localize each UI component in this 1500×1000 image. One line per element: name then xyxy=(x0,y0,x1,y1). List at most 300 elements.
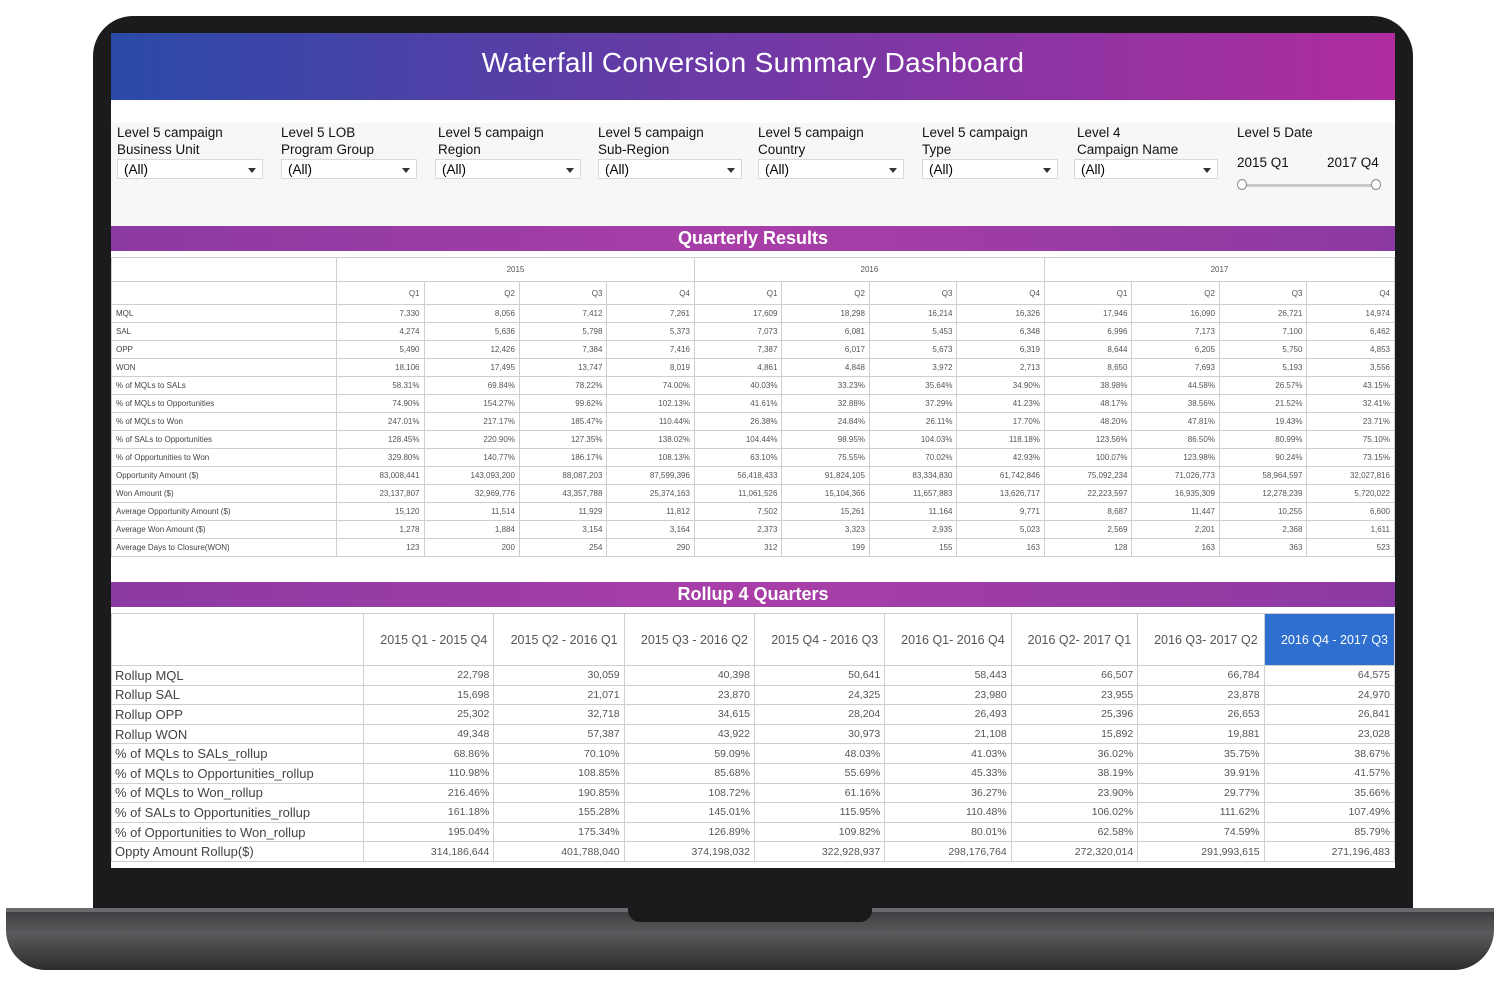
table-cell: 33.23% xyxy=(782,377,870,395)
table-cell: 23.71% xyxy=(1307,413,1395,431)
table-cell: 38.19% xyxy=(1011,763,1137,783)
table-cell: 34.90% xyxy=(957,377,1045,395)
table-cell: 8,019 xyxy=(607,359,695,377)
table-cell: 23,878 xyxy=(1138,685,1264,705)
table-cell: 155 xyxy=(869,539,957,557)
table-cell: 26.11% xyxy=(869,413,957,431)
row-label: % of MQLs to Won_rollup xyxy=(112,783,364,803)
table-cell: 123 xyxy=(337,539,425,557)
table-cell: 138.02% xyxy=(607,431,695,449)
dropdown-arrow-icon xyxy=(248,168,256,173)
table-cell: 16,326 xyxy=(957,305,1045,323)
table-cell: 2,368 xyxy=(1219,521,1307,539)
table-row xyxy=(112,783,1395,803)
table-cell: 10,255 xyxy=(1219,503,1307,521)
table-cell: 118.18% xyxy=(957,431,1045,449)
table-cell: 58,964,597 xyxy=(1219,467,1307,485)
quarter-header: Q4 xyxy=(1307,282,1395,305)
table-cell: 47.81% xyxy=(1132,413,1220,431)
table-row xyxy=(112,485,1395,503)
table-cell: 50,641 xyxy=(754,666,884,686)
table-cell: 7,073 xyxy=(694,323,782,341)
table-cell: 25,374,163 xyxy=(607,485,695,503)
table-cell: 35.64% xyxy=(869,377,957,395)
table-cell: 126.89% xyxy=(624,822,754,842)
row-label: Rollup OPP xyxy=(112,705,364,725)
table-cell: 272,320,014 xyxy=(1011,842,1137,862)
table-cell: 6,600 xyxy=(1307,503,1395,521)
table-cell: 41.61% xyxy=(694,395,782,413)
table-cell: 90.24% xyxy=(1219,449,1307,467)
table-cell: 21.52% xyxy=(1219,395,1307,413)
table-cell: 38.56% xyxy=(1132,395,1220,413)
table-cell: 106.02% xyxy=(1011,803,1137,823)
table-cell: 66,784 xyxy=(1138,666,1264,686)
table-cell: 7,693 xyxy=(1132,359,1220,377)
table-cell: 3,972 xyxy=(869,359,957,377)
table-cell: 48.17% xyxy=(1044,395,1132,413)
table-cell: 17,495 xyxy=(424,359,519,377)
row-label: Opportunity Amount ($) xyxy=(112,467,337,485)
table-cell: 8,644 xyxy=(1044,341,1132,359)
table-cell: 7,412 xyxy=(519,305,607,323)
table-row xyxy=(112,359,1395,377)
table-cell: 16,214 xyxy=(869,305,957,323)
rollup-header: Rollup 4 Quarters xyxy=(111,582,1395,607)
filter-label: Program Group xyxy=(281,142,375,157)
table-cell: 186.17% xyxy=(519,449,607,467)
table-cell: 7,384 xyxy=(519,341,607,359)
filter-country xyxy=(758,124,864,158)
laptop-notch xyxy=(628,908,872,922)
table-cell: 2,935 xyxy=(869,521,957,539)
table-cell: 26,653 xyxy=(1138,705,1264,725)
table-cell: 21,108 xyxy=(885,724,1011,744)
quarter-header: Q3 xyxy=(869,282,957,305)
table-cell: 23.90% xyxy=(1011,783,1137,803)
table-cell: 11,657,883 xyxy=(869,485,957,503)
table-cell: 7,261 xyxy=(607,305,695,323)
table-cell: 6,348 xyxy=(957,323,1045,341)
table-cell: 39.91% xyxy=(1138,763,1264,783)
table-cell: 195.04% xyxy=(364,822,494,842)
table-cell: 58,443 xyxy=(885,666,1011,686)
table-cell: 2,569 xyxy=(1044,521,1132,539)
row-label: % of SALs to Opportunities xyxy=(112,431,337,449)
rollup-column-header[interactable]: 2016 Q2- 2017 Q1 xyxy=(1011,614,1137,666)
table-cell: 25,302 xyxy=(364,705,494,725)
filter-label: Sub-Region xyxy=(598,142,670,157)
table-cell: 32,027,816 xyxy=(1307,467,1395,485)
date-range-start: 2015 Q1 xyxy=(1237,155,1289,170)
table-row xyxy=(112,377,1395,395)
table-cell: 78.22% xyxy=(519,377,607,395)
rollup-column-header[interactable]: 2016 Q4 - 2017 Q3 xyxy=(1264,614,1394,666)
table-cell: 8,687 xyxy=(1044,503,1132,521)
table-cell: 58.31% xyxy=(337,377,425,395)
table-cell: 290 xyxy=(607,539,695,557)
table-cell: 7,502 xyxy=(694,503,782,521)
table-cell: 5,373 xyxy=(607,323,695,341)
rollup-table xyxy=(111,613,1395,862)
table-cell: 26,721 xyxy=(1219,305,1307,323)
table-cell: 30,973 xyxy=(754,724,884,744)
table-cell: 7,416 xyxy=(607,341,695,359)
row-label: % of SALs to Opportunities_rollup xyxy=(112,803,364,823)
table-row xyxy=(112,822,1395,842)
table-cell: 523 xyxy=(1307,539,1395,557)
table-cell: 163 xyxy=(957,539,1045,557)
dropdown-arrow-icon xyxy=(1043,168,1051,173)
row-label: % of MQLs to SALs xyxy=(112,377,337,395)
table-cell: 19.43% xyxy=(1219,413,1307,431)
table-cell: 6,081 xyxy=(782,323,870,341)
table-cell: 12,426 xyxy=(424,341,519,359)
table-row xyxy=(112,685,1395,705)
table-cell: 4,853 xyxy=(1307,341,1395,359)
table-cell: 1,611 xyxy=(1307,521,1395,539)
table-cell: 15,104,366 xyxy=(782,485,870,503)
row-label: Average Opportunity Amount ($) xyxy=(112,503,337,521)
table-cell: 66,507 xyxy=(1011,666,1137,686)
table-cell: 102.13% xyxy=(607,395,695,413)
table-cell: 19,881 xyxy=(1138,724,1264,744)
quarter-header: Q3 xyxy=(519,282,607,305)
table-cell: 6,462 xyxy=(1307,323,1395,341)
table-cell: 83,008,441 xyxy=(337,467,425,485)
region-dropdown[interactable]: (All) xyxy=(435,159,581,179)
quarter-header: Q2 xyxy=(782,282,870,305)
table-cell: 7,100 xyxy=(1219,323,1307,341)
dropdown-arrow-icon xyxy=(1203,168,1211,173)
quarter-header: Q1 xyxy=(1044,282,1132,305)
table-row xyxy=(112,305,1395,323)
table-cell: 80.99% xyxy=(1219,431,1307,449)
table-cell: 6,996 xyxy=(1044,323,1132,341)
row-label: Average Won Amount ($) xyxy=(112,521,337,539)
table-cell: 42.93% xyxy=(957,449,1045,467)
filter-label: Campaign Name xyxy=(1077,142,1179,157)
table-cell: 26.38% xyxy=(694,413,782,431)
table-cell: 128 xyxy=(1044,539,1132,557)
table-cell: 34,615 xyxy=(624,705,754,725)
date-range-slider-track[interactable] xyxy=(1242,184,1376,187)
date-range-start-handle[interactable] xyxy=(1237,179,1247,190)
table-cell: 48.20% xyxy=(1044,413,1132,431)
table-cell: 70.10% xyxy=(494,744,624,764)
table-cell: 74.90% xyxy=(337,395,425,413)
table-cell: 5,798 xyxy=(519,323,607,341)
row-label: Won Amount ($) xyxy=(112,485,337,503)
table-cell: 4,861 xyxy=(694,359,782,377)
table-cell: 5,720,022 xyxy=(1307,485,1395,503)
table-cell: 161.18% xyxy=(364,803,494,823)
rollup-column-header[interactable]: 2015 Q4 - 2016 Q3 xyxy=(754,614,884,666)
table-cell: 123.56% xyxy=(1044,431,1132,449)
table-cell: 190.85% xyxy=(494,783,624,803)
dashboard-header xyxy=(111,33,1395,100)
table-row xyxy=(112,467,1395,485)
table-cell: 35.66% xyxy=(1264,783,1394,803)
date-filter xyxy=(1237,125,1387,170)
table-cell: 271,196,483 xyxy=(1264,842,1394,862)
table-cell: 62.58% xyxy=(1011,822,1137,842)
table-cell: 45.33% xyxy=(885,763,1011,783)
table-cell: 35.75% xyxy=(1138,744,1264,764)
table-cell: 61,742,846 xyxy=(957,467,1045,485)
row-label: Rollup MQL xyxy=(112,666,364,686)
table-cell: 5,673 xyxy=(869,341,957,359)
table-cell: 13,626,717 xyxy=(957,485,1045,503)
table-cell: 18,298 xyxy=(782,305,870,323)
row-label: Oppty Amount Rollup($) xyxy=(112,842,364,862)
table-cell: 108.85% xyxy=(494,763,624,783)
filter-label: Level 5 campaign xyxy=(598,125,704,140)
table-cell: 155.28% xyxy=(494,803,624,823)
table-cell: 374,198,032 xyxy=(624,842,754,862)
table-cell: 38.98% xyxy=(1044,377,1132,395)
table-cell: 22,223,597 xyxy=(1044,485,1132,503)
row-label: % of Opportunities to Won_rollup xyxy=(112,822,364,842)
quarter-header: Q1 xyxy=(694,282,782,305)
table-cell: 83,334,830 xyxy=(869,467,957,485)
date-range-end: 2017 Q4 xyxy=(1327,155,1379,170)
table-cell: 15,120 xyxy=(337,503,425,521)
table-cell: 23,955 xyxy=(1011,685,1137,705)
table-cell: 15,892 xyxy=(1011,724,1137,744)
table-cell: 15,261 xyxy=(782,503,870,521)
table-cell: 88,087,203 xyxy=(519,467,607,485)
table-cell: 6,319 xyxy=(957,341,1045,359)
rollup-column-header[interactable]: 2015 Q2 - 2016 Q1 xyxy=(494,614,624,666)
table-row xyxy=(112,395,1395,413)
table-cell: 28,204 xyxy=(754,705,884,725)
table-cell: 17.70% xyxy=(957,413,1045,431)
table-cell: 363 xyxy=(1219,539,1307,557)
filter-sub-region xyxy=(598,124,704,158)
table-cell: 25,396 xyxy=(1011,705,1137,725)
table-cell: 7,387 xyxy=(694,341,782,359)
table-cell: 80.01% xyxy=(885,822,1011,842)
table-cell: 29.77% xyxy=(1138,783,1264,803)
table-cell: 17,609 xyxy=(694,305,782,323)
program-group-dropdown[interactable]: (All) xyxy=(281,159,417,179)
filter-label: Country xyxy=(758,142,806,157)
table-cell: 185.47% xyxy=(519,413,607,431)
table-cell: 145.01% xyxy=(624,803,754,823)
table-cell: 21,071 xyxy=(494,685,624,705)
quarter-header: Q1 xyxy=(337,282,425,305)
table-cell: 163 xyxy=(1132,539,1220,557)
table-cell: 104.44% xyxy=(694,431,782,449)
table-cell: 2,713 xyxy=(957,359,1045,377)
table-row xyxy=(112,763,1395,783)
dropdown-arrow-icon xyxy=(727,168,735,173)
rollup-column-header[interactable]: 2015 Q1 - 2015 Q4 xyxy=(364,614,494,666)
row-label: Rollup SAL xyxy=(112,685,364,705)
quarter-header: Q2 xyxy=(424,282,519,305)
table-row xyxy=(112,744,1395,764)
quarterly-results-table xyxy=(111,257,1395,557)
type-dropdown[interactable]: (All) xyxy=(922,159,1058,179)
table-cell: 44.58% xyxy=(1132,377,1220,395)
filter-campaign-name xyxy=(1077,124,1178,158)
campaign-name-dropdown[interactable]: (All) xyxy=(1074,159,1218,179)
table-cell: 57,387 xyxy=(494,724,624,744)
filter-label: Level 5 LOB xyxy=(281,125,356,140)
table-cell: 68.86% xyxy=(364,744,494,764)
table-cell: 85.68% xyxy=(624,763,754,783)
quarter-header: Q3 xyxy=(1219,282,1307,305)
table-cell: 32,969,776 xyxy=(424,485,519,503)
table-cell: 56,418,433 xyxy=(694,467,782,485)
table-cell: 23,028 xyxy=(1264,724,1394,744)
table-cell: 23,137,807 xyxy=(337,485,425,503)
filter-bar xyxy=(111,123,1395,225)
rollup-column-header[interactable]: 2016 Q1- 2016 Q4 xyxy=(885,614,1011,666)
table-row xyxy=(112,705,1395,725)
table-cell: 86.50% xyxy=(1132,431,1220,449)
table-cell: 49,348 xyxy=(364,724,494,744)
table-cell: 15,698 xyxy=(364,685,494,705)
table-cell: 9,771 xyxy=(957,503,1045,521)
table-cell: 12,278,239 xyxy=(1219,485,1307,503)
row-label: % of MQLs to Opportunities xyxy=(112,395,337,413)
table-cell: 11,514 xyxy=(424,503,519,521)
table-cell: 55.69% xyxy=(754,763,884,783)
row-label: OPP xyxy=(112,341,337,359)
table-row xyxy=(112,449,1395,467)
table-corner-cell xyxy=(112,614,364,666)
table-cell: 41.03% xyxy=(885,744,1011,764)
table-cell: 73.15% xyxy=(1307,449,1395,467)
quarter-header: Q4 xyxy=(607,282,695,305)
filter-label: Region xyxy=(438,142,481,157)
table-row xyxy=(112,503,1395,521)
table-cell: 30,059 xyxy=(494,666,624,686)
dashboard-screen xyxy=(111,33,1395,868)
table-cell: 5,490 xyxy=(337,341,425,359)
table-cell: 41.23% xyxy=(957,395,1045,413)
table-cell: 220.90% xyxy=(424,431,519,449)
table-cell: 1,884 xyxy=(424,521,519,539)
rollup-column-header[interactable]: 2015 Q3 - 2016 Q2 xyxy=(624,614,754,666)
row-label: Rollup WON xyxy=(112,724,364,744)
table-cell: 314,186,644 xyxy=(364,842,494,862)
table-cell: 8,056 xyxy=(424,305,519,323)
quarterly-results-header: Quarterly Results xyxy=(111,226,1395,251)
table-row xyxy=(112,341,1395,359)
table-cell: 24,325 xyxy=(754,685,884,705)
table-cell: 48.03% xyxy=(754,744,884,764)
table-corner-cell xyxy=(112,282,337,305)
table-cell: 8,650 xyxy=(1044,359,1132,377)
table-cell: 123.98% xyxy=(1132,449,1220,467)
table-row xyxy=(112,803,1395,823)
table-cell: 175.34% xyxy=(494,822,624,842)
table-cell: 75.10% xyxy=(1307,431,1395,449)
table-row xyxy=(112,539,1395,557)
table-cell: 85.79% xyxy=(1264,822,1394,842)
table-cell: 24,970 xyxy=(1264,685,1394,705)
date-range-end-handle[interactable] xyxy=(1371,179,1381,190)
table-cell: 41.57% xyxy=(1264,763,1394,783)
table-cell: 91,824,105 xyxy=(782,467,870,485)
table-cell: 7,173 xyxy=(1132,323,1220,341)
table-cell: 26,493 xyxy=(885,705,1011,725)
row-label: SAL xyxy=(112,323,337,341)
dropdown-arrow-icon xyxy=(566,168,574,173)
table-corner-cell xyxy=(112,258,337,282)
table-cell: 5,193 xyxy=(1219,359,1307,377)
table-cell: 22,798 xyxy=(364,666,494,686)
table-cell: 23,980 xyxy=(885,685,1011,705)
table-cell: 16,935,309 xyxy=(1132,485,1220,503)
country-dropdown[interactable]: (All) xyxy=(758,159,904,179)
table-cell: 64,575 xyxy=(1264,666,1394,686)
filter-program-group xyxy=(281,124,374,158)
table-cell: 216.46% xyxy=(364,783,494,803)
table-cell: 127.35% xyxy=(519,431,607,449)
table-cell: 199 xyxy=(782,539,870,557)
table-cell: 5,636 xyxy=(424,323,519,341)
filter-label: Level 5 campaign xyxy=(117,125,223,140)
table-cell: 26.57% xyxy=(1219,377,1307,395)
table-cell: 6,017 xyxy=(782,341,870,359)
row-label: % of Opportunities to Won xyxy=(112,449,337,467)
table-row xyxy=(112,521,1395,539)
rollup-column-header[interactable]: 2016 Q3- 2017 Q2 xyxy=(1138,614,1264,666)
filter-label: Level 4 xyxy=(1077,125,1121,140)
row-label: WON xyxy=(112,359,337,377)
table-cell: 98.95% xyxy=(782,431,870,449)
table-cell: 111.62% xyxy=(1138,803,1264,823)
table-cell: 140.77% xyxy=(424,449,519,467)
sub-region-dropdown[interactable]: (All) xyxy=(598,159,742,179)
year-header: 2017 xyxy=(1044,258,1394,282)
table-row xyxy=(112,431,1395,449)
table-cell: 108.72% xyxy=(624,783,754,803)
table-row xyxy=(112,413,1395,431)
table-cell: 37.29% xyxy=(869,395,957,413)
dropdown-arrow-icon xyxy=(889,168,897,173)
business-unit-dropdown[interactable]: (All) xyxy=(117,159,263,179)
quarter-header: Q2 xyxy=(1132,282,1220,305)
table-cell: 3,323 xyxy=(782,521,870,539)
table-cell: 115.95% xyxy=(754,803,884,823)
table-cell: 17,946 xyxy=(1044,305,1132,323)
table-cell: 32,718 xyxy=(494,705,624,725)
table-cell: 108.13% xyxy=(607,449,695,467)
table-cell: 143,093,200 xyxy=(424,467,519,485)
table-cell: 329.80% xyxy=(337,449,425,467)
table-cell: 5,453 xyxy=(869,323,957,341)
table-row xyxy=(112,842,1395,862)
table-cell: 217.17% xyxy=(424,413,519,431)
year-header: 2015 xyxy=(337,258,695,282)
table-cell: 11,812 xyxy=(607,503,695,521)
table-cell: 401,788,040 xyxy=(494,842,624,862)
table-cell: 40,398 xyxy=(624,666,754,686)
table-cell: 43,922 xyxy=(624,724,754,744)
filter-type xyxy=(922,124,1028,158)
table-cell: 43,357,788 xyxy=(519,485,607,503)
table-cell: 1,278 xyxy=(337,521,425,539)
year-header: 2016 xyxy=(694,258,1044,282)
table-cell: 32.88% xyxy=(782,395,870,413)
filter-label: Type xyxy=(922,142,952,157)
table-cell: 3,154 xyxy=(519,521,607,539)
